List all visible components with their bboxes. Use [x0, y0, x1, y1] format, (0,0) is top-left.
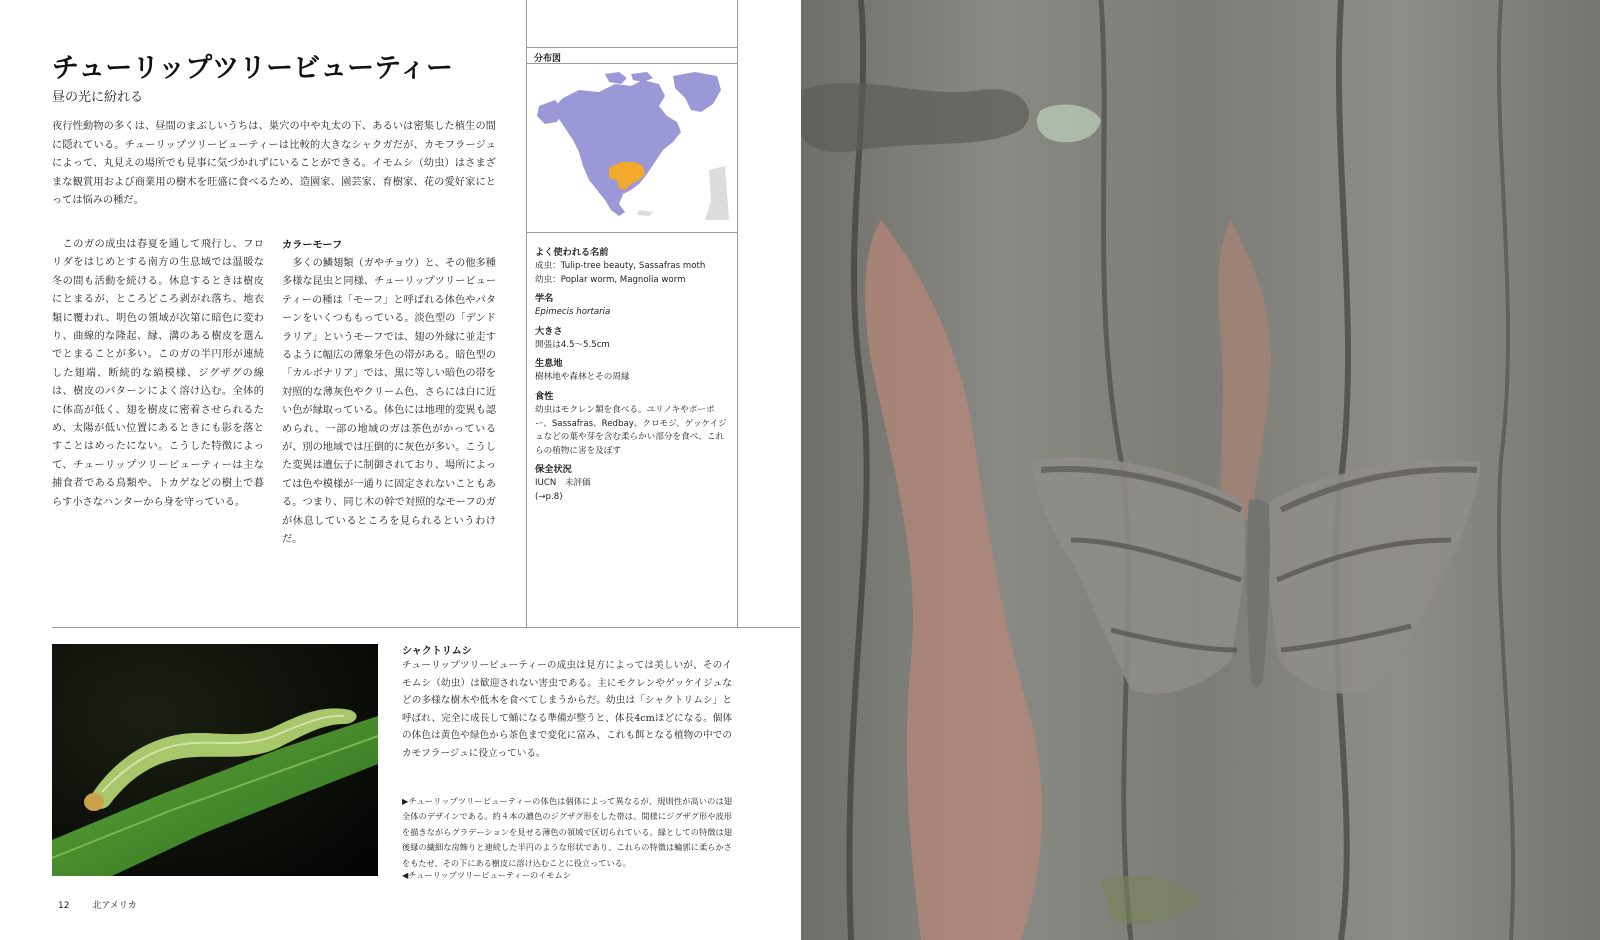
caterpillar-photo [52, 644, 378, 876]
conservation-heading: 保全状況 [535, 464, 572, 476]
diet-heading: 食性 [535, 390, 554, 402]
moth-photo-caption: ▶チューリップツリービューティーの体色は個体によって異なるが、規則性が高いのは翅全体のデザインである。約４本の濃色のジグザグ形をした帯は、間様にジグザグ形や波形を描きながらグラデーションを見せる薄色の領域で区切られている。縁としての特徴は翅後縁の繊細な房飾りと連続した半円のような形状であり、これらの特徴は輪郭に柔らかさをもたせ、その下にある樹皮に溶け込むことに役立っている。 [402, 796, 732, 868]
caribbean-land [637, 166, 729, 220]
common-name-larva: 幼虫：Poplar worm, Magnolia worm [535, 274, 686, 285]
common-names-heading: よく使われる名前 [535, 247, 609, 258]
colormorph-heading: カラーモーフ [282, 240, 343, 251]
section-name: 北アメリカ [92, 901, 137, 911]
distribution-map [535, 70, 729, 222]
scientific-name: Epimecis hortaria [535, 307, 611, 318]
moth-on-bark-photo [801, 0, 1600, 940]
section-divider [52, 627, 800, 628]
conservation-reference: (→p.8) [535, 491, 563, 502]
body-column-1: このガの成虫は春夏を通して飛行し、フロリダをはじめとする南方の生息域では温暖な冬の間も活動を続ける。休息するときは樹皮にとまるが、ところどころ剥がれ落ち、地衣類に覆われ、明色の領域が次第に暗色に変わり、曲線的な隆起、縁、溝のある樹皮を選んでとまることが多い。このガの半円形が連続した翅端、断続的な縞模様、ジグザグの線は、樹皮のパターンによく溶け込む。全体的に体高が低く、翅を樹皮に密着させられるため、太陽が低い位置にあるときにも影を落とすことはめったにない。こうした特徴によって、チューリップツリービューティーは主な捕食者である鳥類や、トカゲなどの樹上で暮らす小さなハンターから身を守っている。 [52, 239, 264, 508]
habitat-heading: 生息地 [535, 358, 563, 370]
diet-value: 幼虫はモクレン類を食べる。ユリノキやポーポー、Sassafras、Redbay、クロモジ、ゲッケイジュなどの葉や芽を含む柔らかい部分を食べ、これらの植物に害を及ぼす [535, 404, 727, 456]
caterpillar-photo-caption: ◀チューリップツリービューティーのイモムシ [402, 870, 571, 880]
page-title: チューリップツリービューティー [52, 53, 453, 84]
lead-paragraph: 夜行性動物の多くは、昼間のまぶしいうちは、巣穴の中や丸太の下、あるいは密集した植生の間に隠れている。チューリップツリービューティーは比較的大きなシャクガだが、カモフラージュによって、丸見えの場所でも見事に気づかれずにいることができる。イモムシ（幼虫）はさまざまな観賞用および商業用の樹木を旺盛に食べるため、造園家、園芸家、育樹家、花の愛好家にとっては悩みの種だ。 [52, 121, 496, 206]
colormorph-text: 多くの鱗翅類（ガやチョウ）と、その他多種多様な昆虫と同様、チューリップツリービューティーの種は「モーフ」と呼ばれる体色やパターンをいくつももっている。淡色型の「デンドラリア」というモーフでは、翅の外縁に並走するように幅広の薄象牙色の帯がある。暗色型の「カルボナリア」では、黒に等しい暗色の帯を対照的な薄灰色やクリーム色、さらには白に近い色が縁取っている。体色には地理的変異も認められ、一部の地域のガは茶色がかっているが、別の地域では圧倒的に灰色が多い。こうした変異は遺伝子に制御されており、場所によっては色や模様が一通りに固定されないこともある。つまり、同じ木の幹で対照的なモーフのガが休息しているところを見られるというわけだ。 [282, 258, 496, 546]
north-america-landmass [555, 80, 681, 216]
sidebar-rule-right [737, 0, 738, 627]
map-rule-top [527, 47, 737, 48]
page-number: 12 [58, 901, 70, 911]
page-subtitle: 昼の光に紛れる [52, 90, 144, 105]
conservation-iucn: IUCN 未評価 [535, 478, 591, 489]
common-name-adult: 成虫：Tulip-tree beauty, Sassafras moth [535, 261, 706, 271]
distribution-map-label: 分布図 [534, 54, 562, 64]
scientific-name-heading: 学名 [535, 293, 554, 305]
sidebar-rule-left [526, 0, 527, 627]
greenland-landmass [673, 72, 721, 112]
habitat-value: 樹林地や森林とその周縁 [535, 372, 630, 383]
caterpillar-text: チューリップツリービューティーの成虫は見方によっては美しいが、そのイモムシ（幼虫）は歓迎されない害虫である。主にモクレンやゲッケイジュなどの多様な樹木や低木を食べてしまうからだ。幼虫は「シャクトリムシ」と呼ばれ、完全に成長して蛹になる準備が整うと、体長4cmほどになる。個体の体色は黄色や緑色から茶色まで変化に富み、これも餌となる植物の中でのカモフラージュに役立っている。 [402, 660, 732, 759]
page-folio [58, 898, 137, 911]
species-facts [535, 246, 731, 505]
caterpillar-head [84, 793, 104, 811]
caterpillar-heading: シャクトリムシ [402, 646, 472, 657]
size-value: 開張は4.5～5.5cm [535, 339, 610, 350]
map-rule-bottom [527, 232, 737, 233]
size-heading: 大きさ [535, 325, 563, 337]
